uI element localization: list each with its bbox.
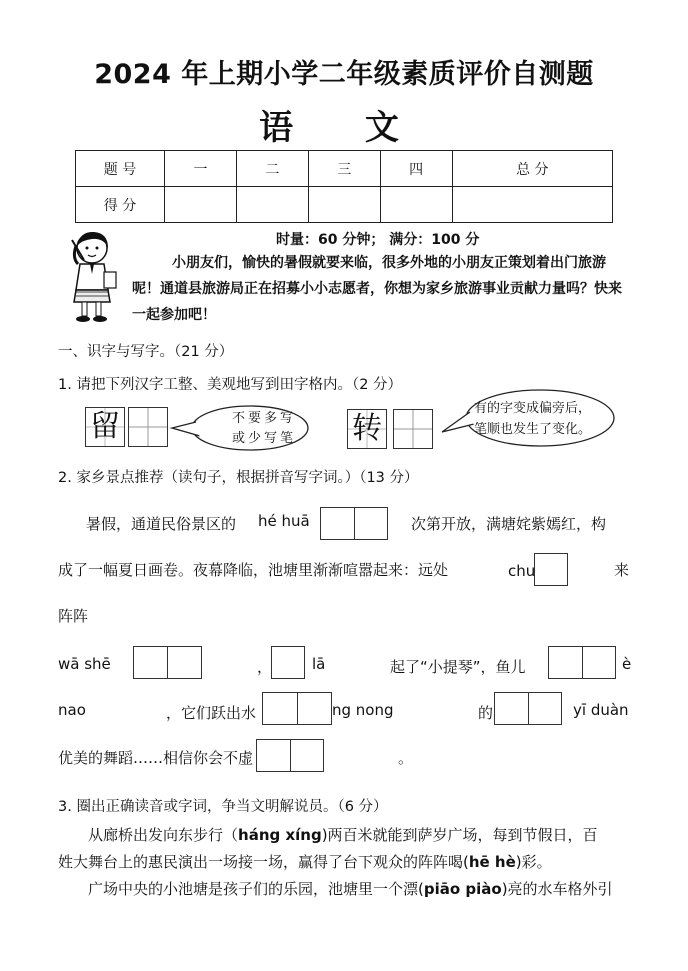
q2-line2-a: 成了一幅夏日画卷。夜幕降临，池塘里渐渐喧嚣起来：远处 (58, 561, 449, 579)
pinyin-prompt: chu (508, 562, 536, 580)
pinyin-prompt: lā (312, 655, 326, 673)
pinyin-prompt: wā shē (58, 655, 111, 673)
sample-character: 留 (90, 409, 120, 444)
student-illustration (64, 228, 126, 324)
score-input-cell[interactable] (452, 187, 612, 223)
answer-boxes[interactable] (133, 646, 202, 679)
score-cell: 题 号 (76, 151, 165, 187)
q3-paragraph-2 (58, 850, 552, 874)
score-table-score-row (76, 187, 613, 223)
score-input-cell[interactable] (236, 187, 308, 223)
q2-line1-a: 暑假，通道民俗景区的 (86, 515, 237, 533)
q2-line5-d: 的 (478, 704, 494, 722)
score-table-header-row (76, 151, 613, 187)
sample-character-box (347, 409, 387, 449)
pinyin-prompt: yī duàn (573, 701, 629, 719)
pinyin-choice[interactable]: piāo piào (423, 880, 502, 898)
writing-grid-box[interactable] (128, 407, 168, 447)
score-cell: 三 (308, 151, 380, 187)
q2-line5-b: ，它们跃出水 (166, 704, 257, 722)
score-cell: 四 (380, 151, 452, 187)
q3-text: )两百米就能到萨岁广场，每到节假日，百 (321, 826, 598, 844)
score-cell: 二 (236, 151, 308, 187)
answer-boxes[interactable] (271, 646, 305, 679)
q3-text: 广场中央的小池塘是孩子们的乐园，池塘里一个漂( (88, 880, 424, 898)
question-2-text: 2. 家乡景点推荐（读句子，根据拼音写字词。）（13 分） (58, 470, 419, 486)
answer-boxes[interactable] (320, 507, 388, 540)
pinyin-prompt: è (622, 655, 632, 673)
intro-paragraph: 小朋友们，愉快的暑假就要来临，很多外地的小朋友正策划着出门旅游呢！通道县旅游局正在招募小小志愿者，你想为家乡旅游事业贡献力量吗？快来一起参加吧！ (132, 255, 622, 323)
bubble-1-text: 不要多写 或少写笔 (231, 411, 296, 446)
q3-text: 从廊桥出发向东步行（ (88, 826, 239, 844)
q3-paragraph-1 (88, 823, 598, 847)
score-table (75, 150, 613, 223)
answer-boxes[interactable] (534, 553, 568, 586)
exam-info: 时量：60 分钟； 满分：100 分 (276, 232, 480, 248)
q3-paragraph-3 (88, 877, 613, 901)
q3-text: 姓大舞台上的惠民演出一场接一场，赢得了台下观众的阵阵喝( (58, 853, 469, 871)
q2-line3: 阵阵 (58, 607, 89, 625)
question-3-text: 3. 圈出正确读音或字词，争当文明解说员。（6 分） (58, 799, 388, 815)
pinyin-prompt: nao (58, 701, 86, 719)
section-heading: 一、识字与写字。（21 分） (58, 344, 234, 360)
page-title: 2024 年上期小学二年级素质评价自测题 (94, 59, 594, 90)
subject-title: 语 文 (259, 108, 429, 148)
score-input-cell[interactable] (380, 187, 452, 223)
question-1-text: 1. 请把下列汉字工整、美观地写到田字格内。（2 分） (58, 377, 403, 393)
sample-character: 转 (352, 411, 382, 446)
sample-character-box (85, 407, 125, 447)
score-input-cell[interactable] (308, 187, 380, 223)
q3-text: )彩。 (515, 853, 552, 871)
q2-line6-a: 优美的舞蹈……相信你会不虚 (58, 749, 254, 767)
score-input-cell[interactable] (165, 187, 237, 223)
answer-boxes[interactable] (494, 692, 562, 725)
q3-text: )亮的水车格外引 (501, 880, 613, 898)
pinyin-prompt: ng nong (332, 701, 394, 719)
q2-comma: ， (257, 658, 273, 676)
q2-line6-b: 。 (398, 749, 414, 767)
bubble-2-text: 有的字变成偏旁后， 笔顺也发生了变化。 (474, 401, 592, 437)
pinyin-choice[interactable]: háng xíng (238, 826, 322, 844)
q2-line2-b: 来 (614, 561, 630, 579)
score-cell: 一 (165, 151, 237, 187)
q2-line4-b: 起了“小提琴”，鱼儿 (390, 658, 526, 676)
writing-grid-box[interactable] (393, 409, 433, 449)
score-cell: 总 分 (452, 151, 612, 187)
answer-boxes[interactable] (256, 739, 324, 772)
q2-line1-b: 次第开放，满塘姹紫嫣红，构 (411, 515, 607, 533)
answer-boxes[interactable] (262, 692, 332, 725)
score-row-label: 得 分 (76, 187, 165, 223)
pinyin-prompt: hé huā (258, 512, 310, 530)
answer-boxes[interactable] (548, 646, 616, 679)
pinyin-choice[interactable]: hē hè (468, 853, 516, 871)
